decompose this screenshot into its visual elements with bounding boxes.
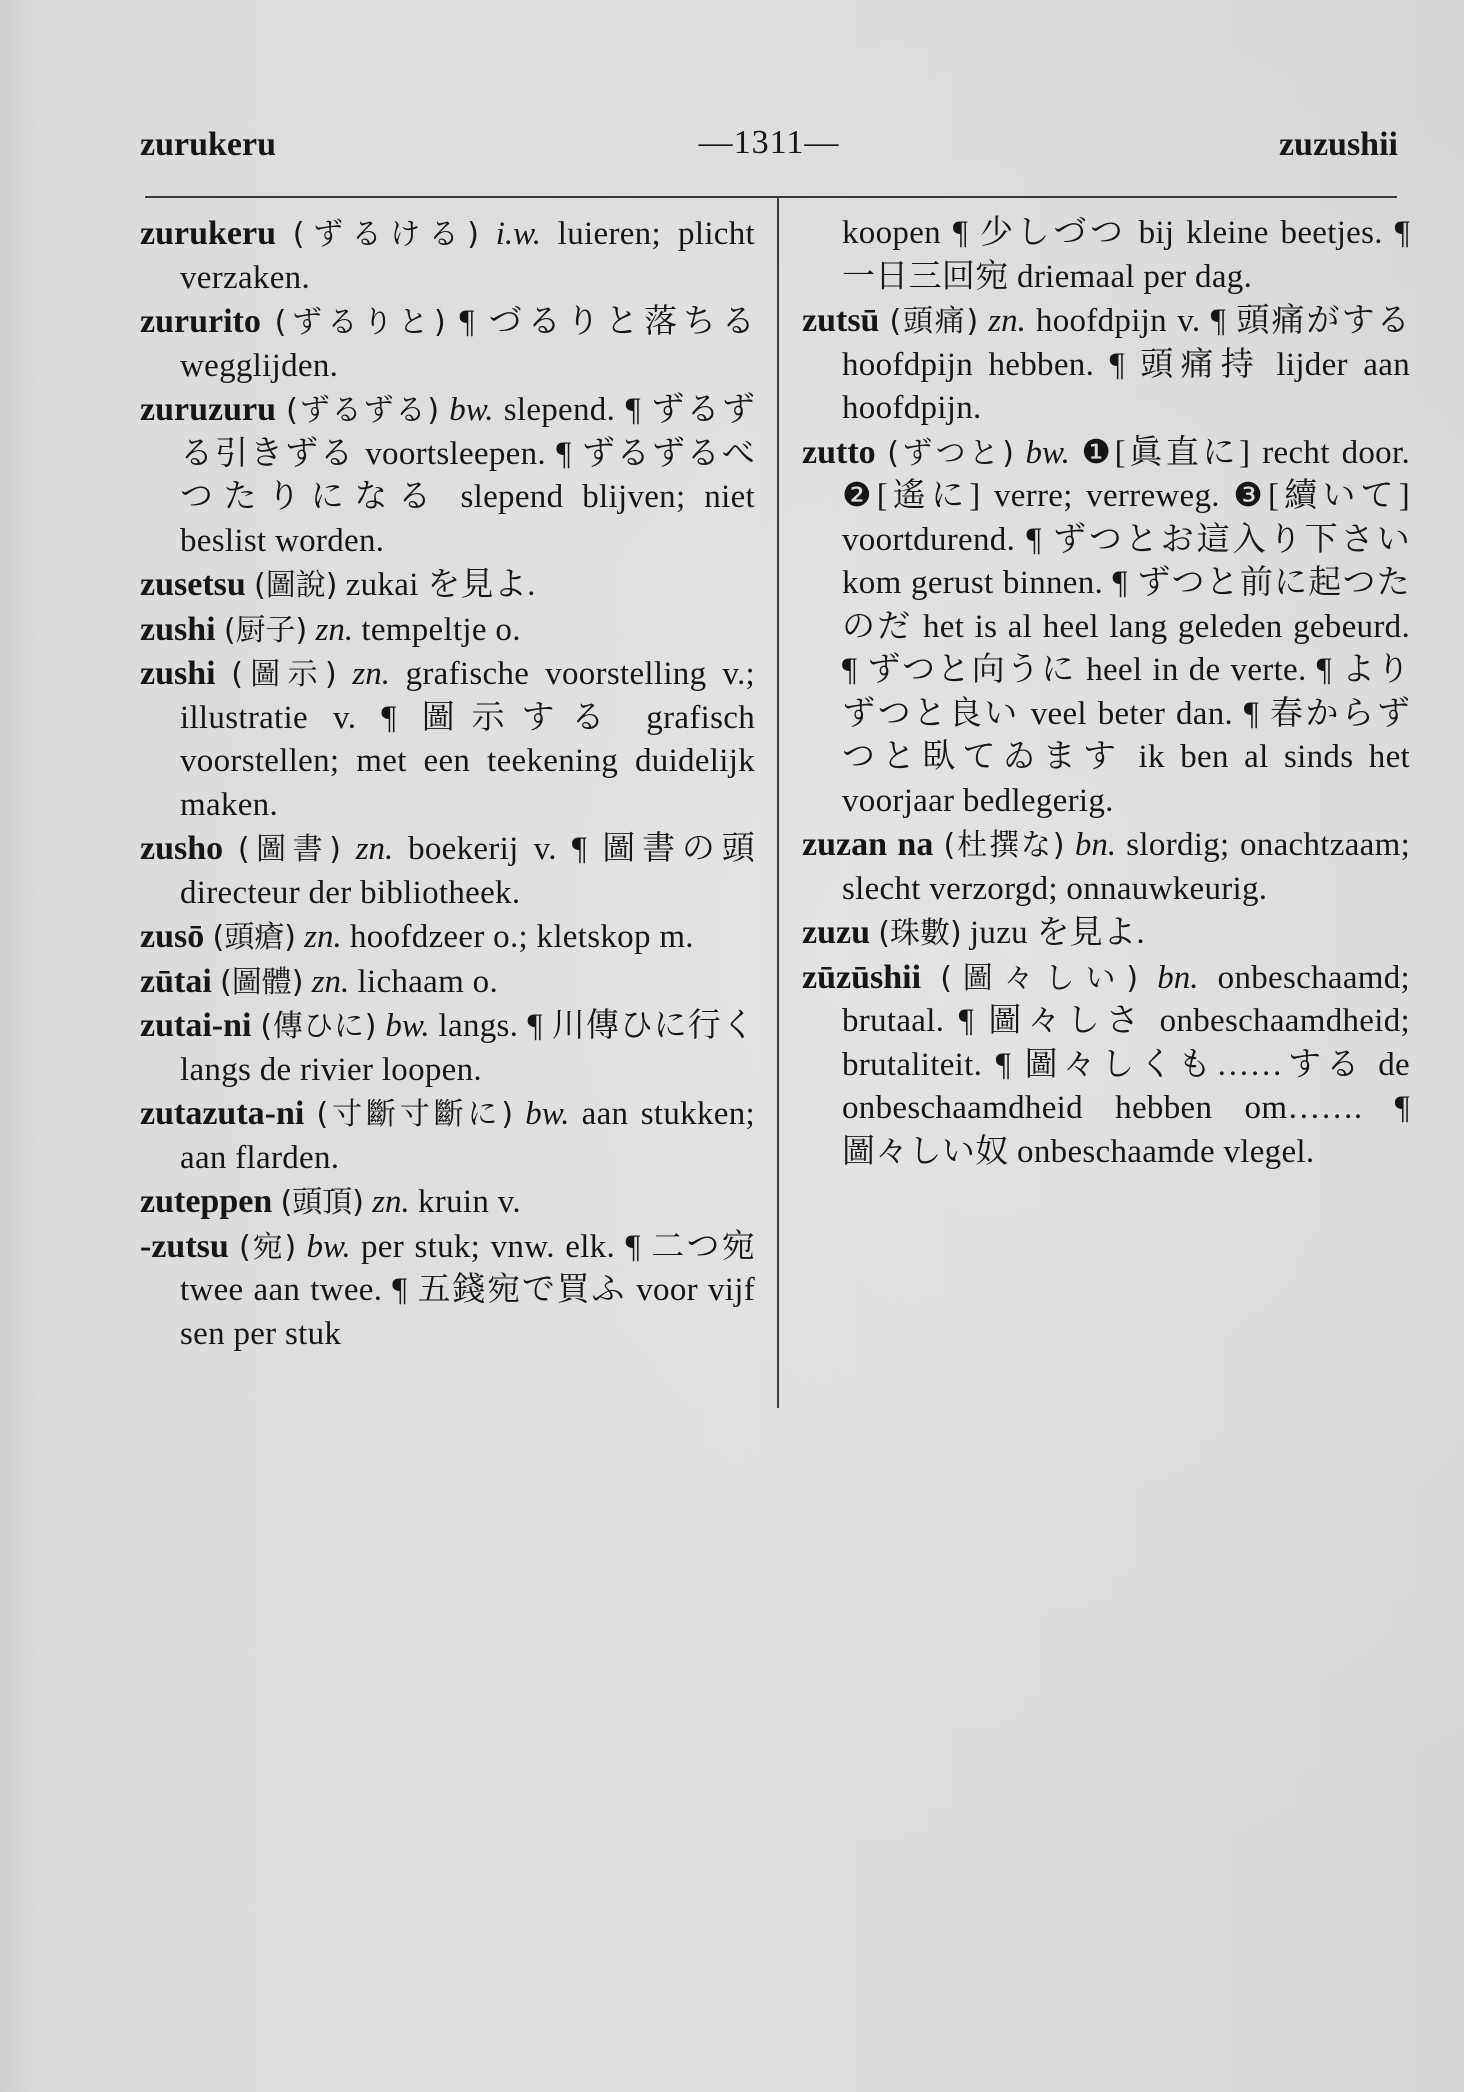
entry-reading: (圖體) — [220, 964, 304, 1000]
entry-definition: hoofdpijn v. ¶ 頭痛がする hoofdpijn hebben. ¶ 頭痛持 lijder aan hoofdpijn. — [842, 303, 1410, 426]
header-left-guideword: zurukeru — [140, 126, 276, 163]
dictionary-entry — [802, 212, 1410, 299]
entry-definition: per stuk; vnw. elk. ¶ 二つ宛 twee aan twee. ¶ 五錢宛で買ふ voor vijf sen per stuk — [180, 1228, 756, 1352]
entry-headword: zushi — [140, 610, 216, 648]
dictionary-entry — [140, 563, 755, 608]
entry-reading: (圖書) — [237, 832, 341, 867]
dictionary-entry — [140, 1225, 755, 1357]
entry-headword: zururito — [140, 303, 261, 340]
left-column — [140, 212, 755, 1356]
entry-definition: luieren; plicht verzaken. — [180, 216, 755, 296]
entry-grammar-label: zn. — [304, 919, 342, 955]
entry-grammar-label: bw. — [306, 1228, 351, 1265]
entry-grammar-label: zn. — [352, 656, 390, 692]
entry-grammar-label: zn. — [311, 963, 350, 1000]
dictionary-entry — [140, 1180, 755, 1225]
entry-definition: ¶ づるりと落ちる wegglijden. — [180, 304, 756, 384]
entry-reading: (厨子) — [223, 612, 308, 648]
dictionary-entry — [802, 431, 1410, 824]
dictionary-entry — [140, 388, 755, 563]
entry-headword: zuteppen — [140, 1183, 273, 1220]
entry-reading: (頭痛) — [889, 304, 979, 339]
entry-definition: slepend. ¶ ずるずる引きずる voortsleepen. ¶ ずるずるべつたりになる slepend blijven; niet beslist worden. — [180, 392, 756, 559]
entry-definition: hoofdzeer o.; kletskop m. — [350, 919, 694, 955]
entry-headword: zūtai — [140, 962, 212, 1000]
dictionary-entry — [802, 956, 1410, 1175]
entry-reading: (頭瘡) — [212, 920, 296, 955]
entry-reading: (ずつと) — [887, 435, 1014, 471]
entry-definition: ❶[眞直に] recht door. ❷[遙に] verre; verreweg. ❸[續いて] voortdurend. ¶ ずつとお這入り下さい kom gerust binnen. ¶ ずつと前に起つたのだ het is al heel lang geleden gebeurd. ¶ ずつと向うに heel in de verte. ¶ よりずつと良い veel beter dan. ¶ 春からずつと臥てゐます ik ben al sinds het voorjaar bedlegerig. — [842, 434, 1410, 819]
entry-reading: (圖說) — [254, 568, 338, 603]
running-head — [140, 126, 1398, 166]
entry-definition: kruin v. — [418, 1184, 521, 1220]
entry-reading: (珠數) — [878, 916, 962, 951]
header-rule — [145, 196, 1397, 198]
entry-headword: zusho — [140, 830, 224, 867]
entry-headword: zurukeru — [140, 215, 276, 252]
dictionary-entry — [140, 827, 755, 915]
entry-headword: zutazuta-ni — [140, 1095, 305, 1132]
entry-headword: zusetsu — [140, 566, 246, 603]
entry-grammar-label: i.w. — [495, 216, 541, 252]
entry-definition: slordig; onachtzaam; slecht verzorgd; onnauwkeurig. — [842, 827, 1411, 907]
entry-headword: zuzu — [802, 914, 870, 951]
entry-definition: tempeltje o. — [361, 611, 521, 648]
entry-grammar-label: zn. — [988, 303, 1026, 339]
entry-headword: zuzan na — [802, 826, 934, 863]
dictionary-entry — [140, 212, 755, 300]
right-column — [802, 212, 1410, 1174]
entry-reading: (ずるりと) — [274, 305, 446, 340]
entry-grammar-label: zn. — [315, 611, 354, 648]
entry-definition: zukai を見よ. — [345, 567, 536, 603]
entry-reading: (杜撰な) — [943, 828, 1065, 863]
entry-grammar-label: bn. — [1074, 827, 1117, 863]
dictionary-entry — [140, 1092, 755, 1180]
entry-grammar-label: bw. — [525, 1096, 570, 1132]
entry-definition: langs. ¶ 川傳ひに行く langs de rivier loopen. — [180, 1008, 755, 1088]
dictionary-entry — [140, 300, 755, 388]
entry-grammar-label: bw. — [449, 392, 494, 428]
dictionary-entry — [802, 299, 1410, 431]
entry-reading: (寸斷寸斷に) — [316, 1097, 514, 1132]
entry-reading: (ずるずる) — [286, 393, 440, 428]
entry-definition: koopen ¶ 少しづつ bij kleine beetjes. ¶ 一日三回宛 driemaal per dag. — [842, 215, 1410, 295]
entry-grammar-label: zn. — [372, 1184, 410, 1220]
entry-definition: juzu を見よ. — [969, 915, 1145, 951]
entry-headword: zuruzuru — [140, 391, 276, 428]
entry-definition: grafische voorstelling v.; illustratie v. ¶ 圖示する grafisch voorstellen; met een teekening duidelijk maken. — [180, 656, 755, 823]
dictionary-entry — [802, 911, 1410, 956]
entry-grammar-label: zn. — [355, 831, 394, 867]
entry-reading: (圖々しい) — [940, 960, 1139, 996]
entry-headword: zusō — [140, 918, 205, 955]
column-divider — [777, 198, 779, 1408]
entry-reading: (頭頂) — [280, 1185, 364, 1220]
entry-headword: zutsū — [802, 302, 880, 339]
dictionary-entry — [140, 608, 755, 653]
entry-grammar-label: bn. — [1157, 959, 1199, 996]
entry-definition: aan stukken; aan flarden. — [180, 1096, 755, 1176]
entry-headword: zutai-ni — [140, 1007, 252, 1044]
entry-definition: onbeschaamd; brutaal. ¶ 圖々しさ onbeschaamdheid; brutaliteit. ¶ 圖々しくも……する de onbeschaamdheid hebben om……. ¶ 圖々しい奴 onbeschaamde vlegel. — [842, 959, 1411, 1170]
entry-grammar-label: bw. — [1025, 434, 1070, 471]
entry-grammar-label: bw. — [385, 1008, 430, 1044]
dictionary-entry — [802, 823, 1410, 911]
header-right-guideword: zuzushii — [1278, 126, 1398, 163]
dictionary-entry — [140, 960, 755, 1005]
entry-headword: -zutsu — [140, 1227, 229, 1265]
page-number: —1311— — [698, 124, 840, 161]
entry-headword: zushi — [140, 655, 216, 692]
entry-headword: zūzūshii — [802, 958, 922, 996]
entry-reading: (圖示) — [231, 657, 337, 692]
entry-reading: (ずるける) — [292, 217, 479, 252]
entry-headword: zutto — [802, 433, 876, 471]
entry-reading: (宛) — [238, 1229, 297, 1265]
dictionary-entry — [140, 1004, 755, 1092]
entry-definition: boekerij v. ¶ 圖書の頭 directeur der bibliotheek. — [180, 831, 756, 911]
entry-definition: lichaam o. — [357, 963, 498, 1000]
dictionary-entry — [140, 652, 755, 827]
dictionary-entry — [140, 915, 755, 960]
entry-reading: (傳ひに) — [260, 1009, 377, 1044]
